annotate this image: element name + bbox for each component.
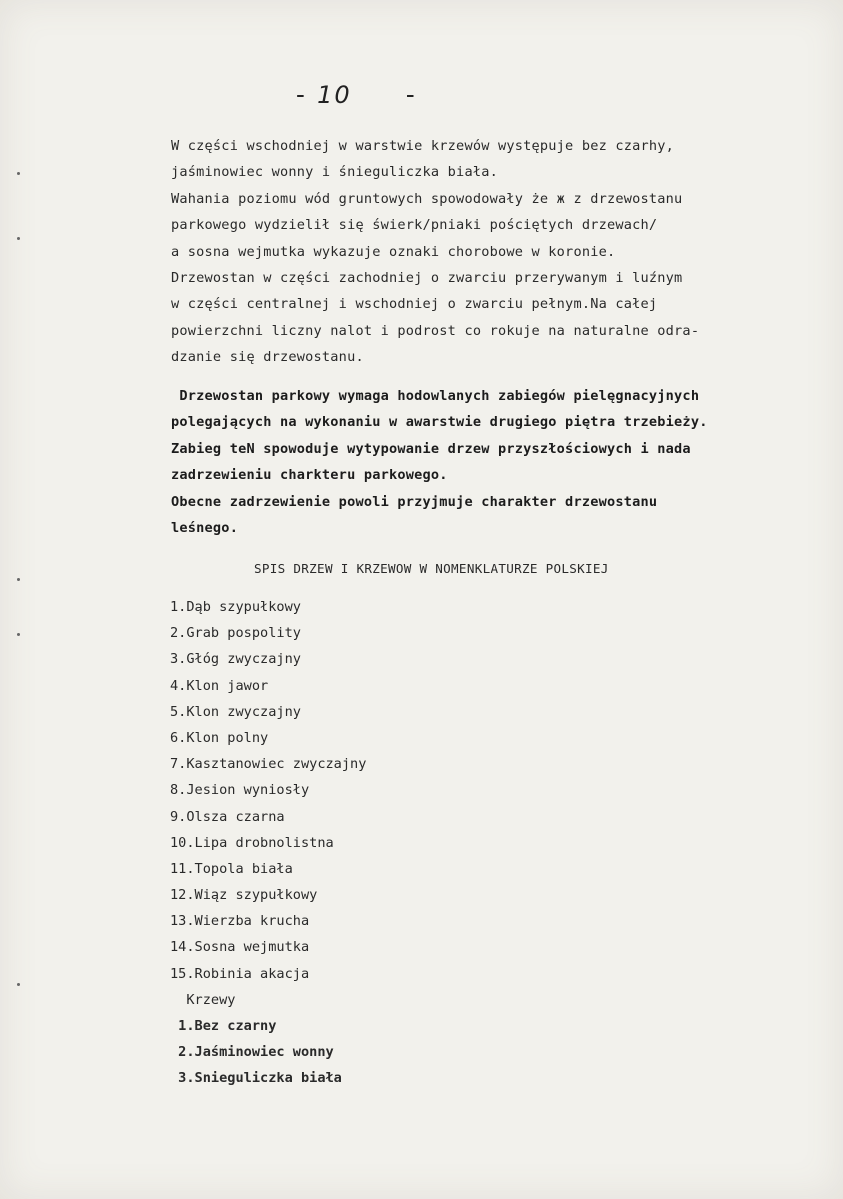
tree-list-item: 1.Dąb szypułkowy — [170, 599, 301, 615]
paragraph-recommendations — [171, 383, 841, 541]
text-line: dzanie się drzewostanu. — [171, 349, 364, 366]
text-line: W części wschodniej w warstwie krzewów występuje bez czarhy, — [171, 138, 675, 154]
margin-punch-mark — [17, 172, 20, 175]
text-line: Obecne zadrzewienie powoli przyjmuje charakter drzewostanu — [171, 493, 658, 510]
tree-list-item: 7.Kasztanowiec zwyczajny — [170, 756, 367, 773]
text-line: polegających na wykonaniu w awarstwie drugiego piętra trzebieży. — [171, 414, 708, 431]
margin-punch-mark — [17, 633, 20, 636]
tree-list-item: 14.Sosna wejmutka — [170, 939, 310, 956]
page-number-dash-left: - — [296, 80, 307, 110]
tree-list-item: 13.Wierzba krucha — [170, 913, 310, 930]
text-line: jaśminowiec wonny i śnieguliczka biała. — [171, 164, 498, 181]
text-line: a sosna wejmutka wykazuje oznaki chorobowe w koronie. — [171, 243, 616, 260]
shrubs-subheading: Krzewy — [170, 991, 236, 1008]
tree-list-item: 15.Robinia akacja — [170, 965, 310, 982]
tree-list-item: 3.Głóg zwyczajny — [170, 651, 301, 668]
tree-list-item: 2.Grab pospolity — [170, 625, 301, 642]
page-number-dash-right: - — [405, 80, 417, 110]
text-line: w części centralnej i wschodniej o zwarciu pełnym.Na całej — [171, 296, 658, 313]
page-number-handwritten: 10 — [317, 81, 352, 109]
text-line: parkowego wydzielił się świerk/pniaki pościętych drzewach/ — [171, 217, 658, 234]
tree-list-item: 11.Topola biała — [170, 860, 293, 877]
text-line: Drzewostan parkowy wymaga hodowlanych zabiegów pielęgnacyjnych — [171, 388, 700, 404]
margin-punch-mark — [17, 237, 20, 240]
tree-list-item: 8.Jesion wyniosły — [170, 782, 310, 799]
shrub-list-item: 3.Snieguliczka biała — [170, 1070, 342, 1087]
tree-list-item: 10.Lipa drobnolistna — [170, 834, 334, 851]
tree-list-item: 6.Klon polny — [170, 729, 269, 746]
tree-list-item: 4.Klon jawor — [170, 677, 269, 694]
paragraph-stand-description — [171, 133, 841, 371]
text-line: Wahania poziomu wód gruntowych spowodowały że ж z drzewostanu — [171, 190, 683, 207]
margin-punch-mark — [17, 578, 20, 581]
margin-punch-mark — [17, 983, 20, 986]
text-line: Zabieg teN spowoduje wytypowanie drzew przyszłościowych i nada — [171, 440, 691, 457]
species-list — [170, 594, 366, 1092]
shrub-list-item: 2.Jaśminowiec wonny — [170, 1044, 334, 1061]
text-line: leśnego. — [171, 519, 239, 536]
tree-list-item: 9.Olsza czarna — [170, 808, 285, 825]
text-line: Drzewostan w części zachodniej o zwarciu przerywanym i luźnym — [171, 269, 683, 286]
page-number — [296, 80, 417, 110]
tree-list-item: 5.Klon zwyczajny — [170, 703, 301, 720]
text-line: zadrzewieniu charkteru parkowego. — [171, 467, 448, 484]
text-line: powierzchni liczny nalot i podrost co rokuje na naturalne odra- — [171, 322, 700, 339]
species-list-heading: SPIS DRZEW I KRZEWOW W NOMENKLATURZE POLSKIEJ — [254, 561, 609, 576]
tree-list-item: 12.Wiąz szypułkowy — [170, 887, 318, 904]
shrub-list-item: 1.Bez czarny — [170, 1018, 277, 1034]
